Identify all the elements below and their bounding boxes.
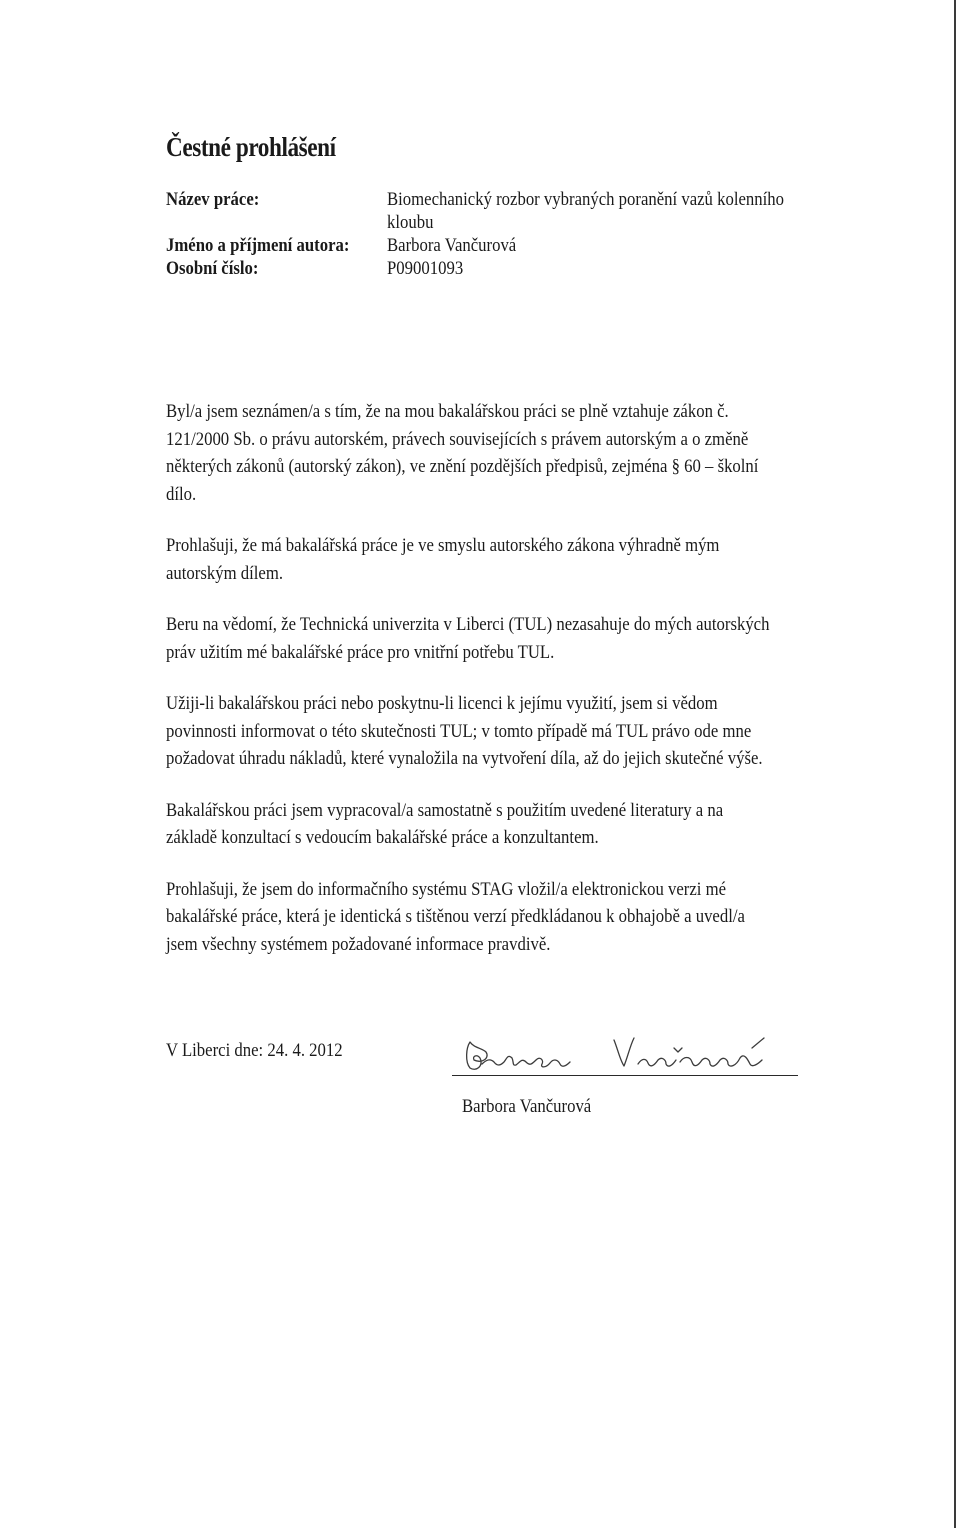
thesis-title-value xyxy=(387,188,791,234)
paragraph-line: některých zákonů (autorský zákon), ve znění pozdějších předpisů, zejména § 60 – školní xyxy=(166,456,759,477)
paragraph-line: bakalářské práce, která je identická s tištěnou verzí předkládanou k obhajobě a uvedl/a xyxy=(166,906,745,927)
signature-line xyxy=(452,1075,798,1076)
paragraph-line: Užiji-li bakalářskou práci nebo poskytnu-li licenci k jejímu využití, jsem si vědom xyxy=(166,693,718,714)
paragraph-licence xyxy=(166,690,817,773)
paragraph-line: Prohlašuji, že jsem do informačního systému STAG vložil/a elektronickou verzi mé xyxy=(166,878,727,900)
paragraph-line: jsem všechny systémem požadované informace pravdivě. xyxy=(166,933,551,955)
thesis-title-row xyxy=(166,188,846,234)
paragraph-line: práv užitím mé bakalářské práce pro vnitřní potřebu TUL. xyxy=(166,641,555,663)
scan-edge-line xyxy=(954,0,956,1528)
paragraph-authorship xyxy=(166,532,817,587)
paragraph-line: Byl/a jsem seznámen/a s tím, že na mou bakalářskou práci se plně vztahuje zákon č. xyxy=(166,401,729,422)
paragraph-copyright-law xyxy=(166,398,817,508)
declaration-body xyxy=(166,398,906,982)
paragraph-line: povinnosti informovat o této skutečnosti TUL; v tomto případě má TUL právo ode mne xyxy=(166,720,752,742)
paragraph-line: 121/2000 Sb. o právu autorském, právech souvisejících s právem autorským a o změně xyxy=(166,428,749,450)
personal-id-row xyxy=(166,257,846,280)
author-row xyxy=(166,234,846,257)
paragraph-line: Prohlašuji, že má bakalářská práce je ve smyslu autorského zákona výhradně mým xyxy=(166,535,720,556)
paragraph-line: Bakalářskou práci jsem vypracoval/a samostatně s použitím uvedené literatury a na xyxy=(166,799,724,821)
paragraph-line: Beru na vědomí, že Technická univerzita v Liberci (TUL) nezasahuje do mých autorských xyxy=(166,614,770,635)
paragraph-stag-upload xyxy=(166,876,817,959)
signer-name: Barbora Vančurová xyxy=(462,1096,592,1117)
signature-area xyxy=(452,1018,798,1076)
thesis-title-line-2: kloubu xyxy=(387,212,434,233)
thesis-title-label: Název práce: xyxy=(166,189,260,210)
paragraph-tul-rights xyxy=(166,611,817,666)
thesis-metadata xyxy=(166,188,846,280)
author-label: Jméno a příjmení autora: xyxy=(166,235,350,256)
paragraph-line: autorským dílem. xyxy=(166,562,284,584)
paragraph-line: požadovat úhradu nákladů, které vynaložila na vytvoření díla, až do jejich skutečné výše. xyxy=(166,748,763,769)
thesis-title-line-1: Biomechanický rozbor vybraných poranění vazů kolenního xyxy=(387,189,784,210)
handwritten-signature xyxy=(452,1018,798,1076)
paragraph-line: dílo. xyxy=(166,483,197,505)
personal-id-label: Osobní číslo: xyxy=(166,258,259,279)
paragraph-independent-work xyxy=(166,797,817,852)
paragraph-line: základě konzultací s vedoucím bakalářské práce a konzultantem. xyxy=(166,827,599,848)
personal-id-value: P09001093 xyxy=(387,258,464,279)
page-title: Čestné prohlášení xyxy=(166,132,336,162)
author-value: Barbora Vančurová xyxy=(387,235,517,256)
place-and-date: V Liberci dne: 24. 4. 2012 xyxy=(166,1040,343,1061)
